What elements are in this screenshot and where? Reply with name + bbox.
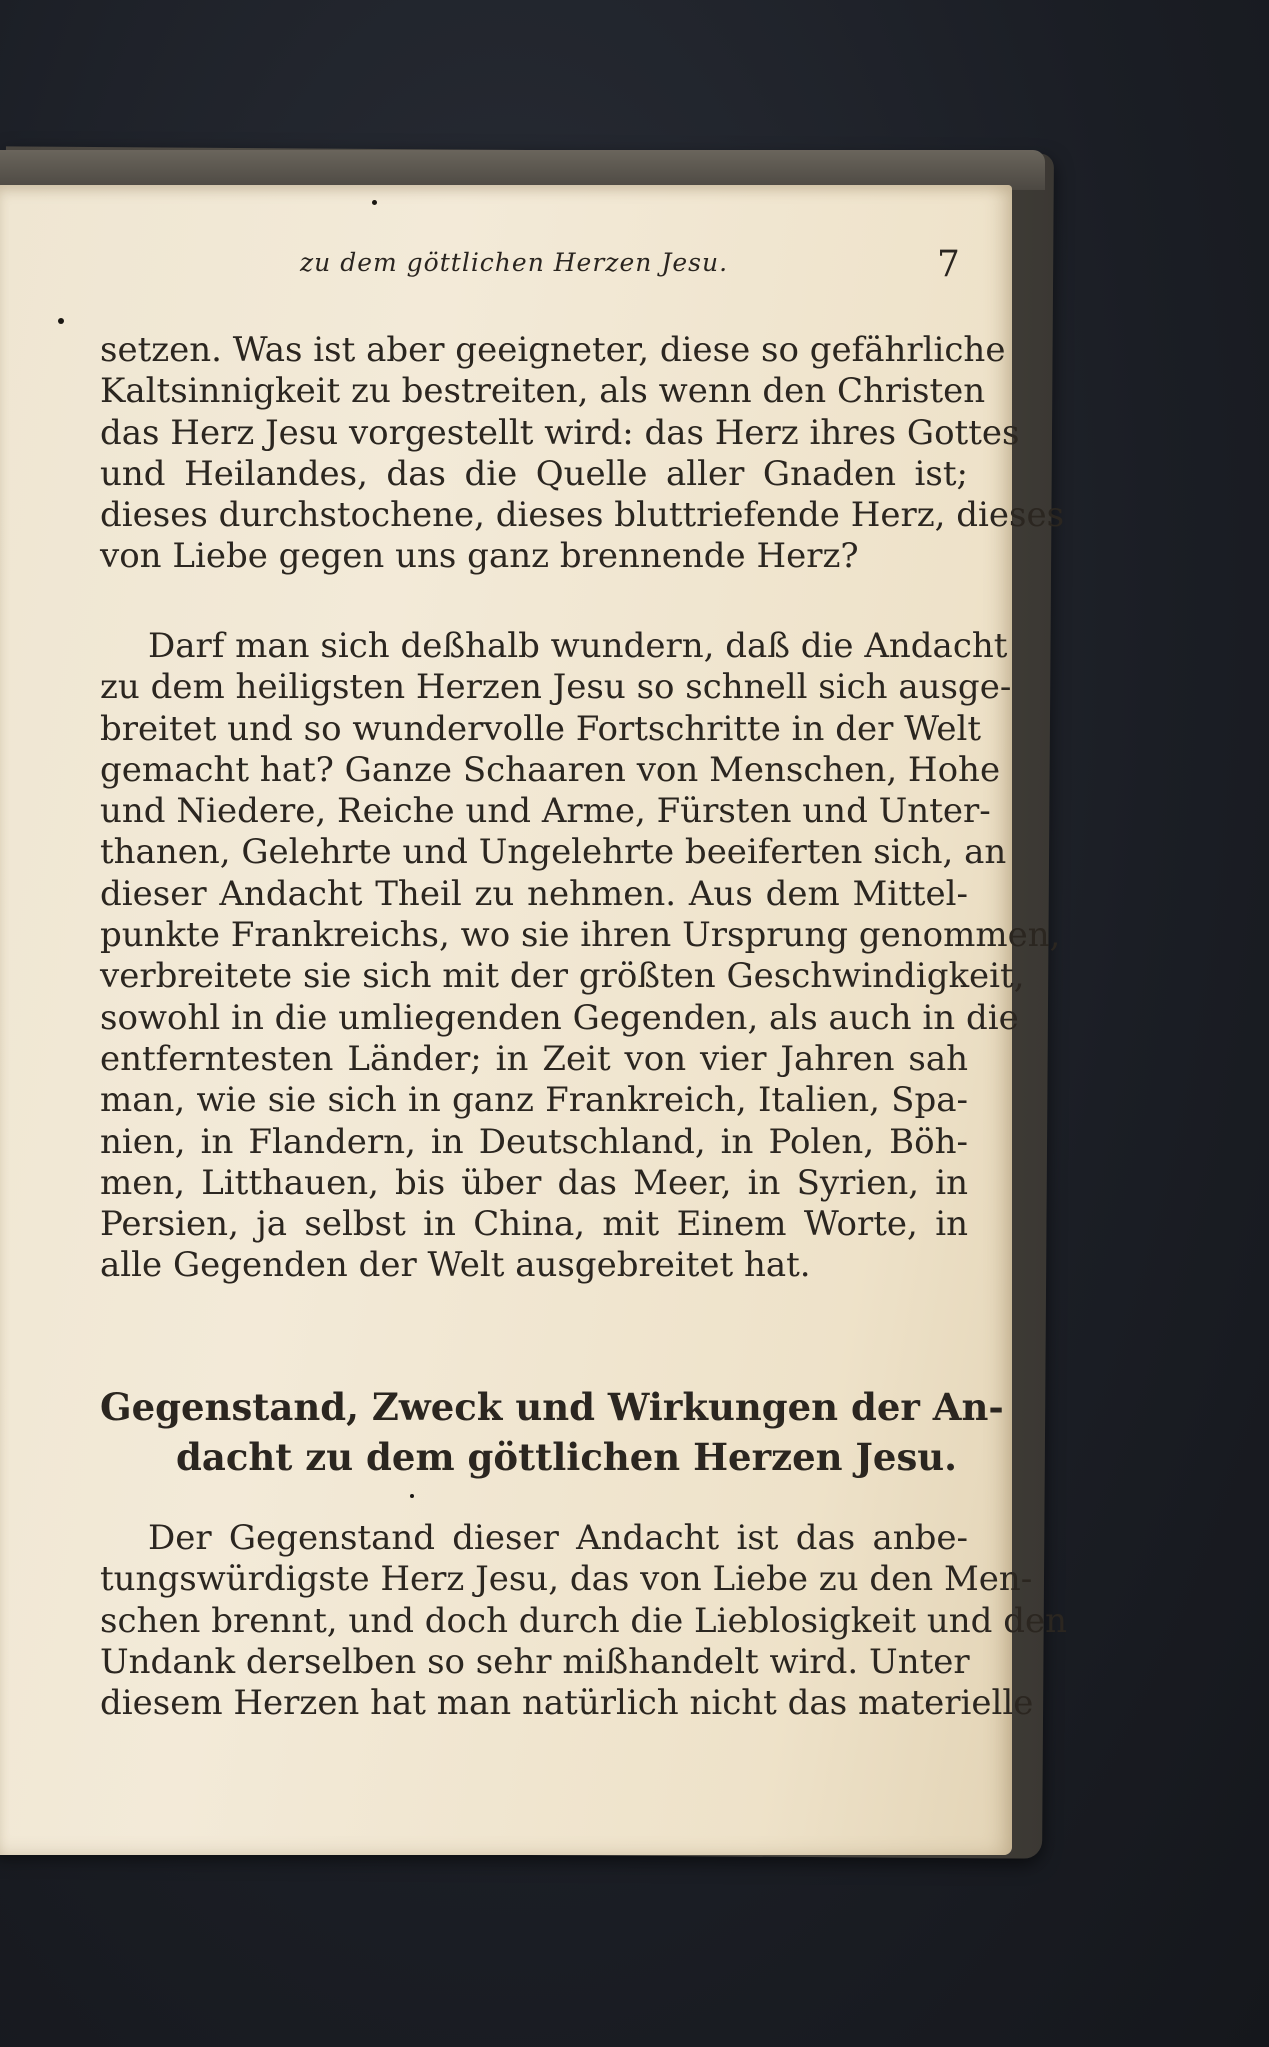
- text-line: setzen. Was ist aber geeigneter, diese so gefährliche: [100, 330, 1006, 370]
- ink-speck: [372, 200, 377, 205]
- text-line: entferntesten Länder; in Zeit von vier Jahren sah: [100, 1038, 968, 1079]
- heading-line: Gegenstand, Zweck und Wirkungen der An-: [100, 1385, 1004, 1429]
- running-head: zu dem göttlichen Herzen Jesu.: [300, 248, 729, 277]
- ink-speck: [58, 318, 64, 324]
- paragraph-1: [100, 330, 1065, 578]
- text-line: zu dem heiligsten Herzen Jesu so schnell sich ausge-: [100, 667, 1012, 708]
- ink-speck: [410, 1494, 414, 1498]
- text-line: verbreitete sie sich mit der größten Geschwindigkeit,: [100, 956, 1025, 997]
- text-line: nien, in Flandern, in Deutschland, in Polen, Böh-: [100, 1121, 968, 1162]
- book-cover-top-edge: [0, 150, 1045, 190]
- text-line: Kaltsinnigkeit zu bestreiten, als wenn den Christen: [100, 371, 986, 412]
- text-line: men, Litthauen, bis über das Meer, in Syrien, in: [100, 1162, 968, 1203]
- text-line: schen brennt, und doch durch die Lieblosigkeit und den: [100, 1600, 1067, 1641]
- paragraph-2: [100, 626, 1061, 1287]
- text-line: Persien, ja selbst in China, mit Einem Worte, in: [100, 1204, 968, 1245]
- text-line: alle Gegenden der Welt ausgebreitet hat.: [100, 1245, 811, 1286]
- text-line: und Niedere, Reiche und Arme, Fürsten und Unter-: [100, 791, 991, 832]
- section-heading: [100, 1382, 1004, 1482]
- text-line: Der Gegenstand dieser Andacht ist das anbe-: [148, 1518, 968, 1558]
- text-line: punkte Frankreichs, wo sie ihren Ursprung genommen,: [100, 915, 1061, 956]
- text-line: dieses durchstochene, dieses bluttriefende Herz, dieses: [100, 495, 1065, 536]
- text-line: diesem Herzen hat man natürlich nicht das materielle: [100, 1683, 1034, 1724]
- paragraph-3: [100, 1518, 1067, 1724]
- text-line: das Herz Jesu vorgestellt wird: das Herz ihres Gottes: [100, 412, 1020, 453]
- text-line: Undank derselben so sehr mißhandelt wird. Unter: [100, 1641, 970, 1682]
- text-line: thanen, Gelehrte und Ungelehrte beeiferten sich, an: [100, 832, 1007, 873]
- page-number: 7: [937, 244, 960, 285]
- text-line: gemacht hat? Ganze Schaaren von Menschen, Hohe: [100, 749, 1001, 790]
- text-line: sowohl in die umliegenden Gegenden, als auch in die: [100, 997, 1019, 1038]
- text-line: tungswürdigste Herz Jesu, das von Liebe zu den Men-: [100, 1559, 1033, 1600]
- text-line: dieser Andacht Theil zu nehmen. Aus dem Mittel-: [100, 873, 968, 914]
- text-line: und Heilandes, das die Quelle aller Gnaden ist;: [100, 453, 968, 494]
- heading-line: dacht zu dem göttlichen Herzen Jesu.: [176, 1435, 958, 1479]
- text-line: breitet und so wundervolle Fortschritte in der Welt: [100, 708, 981, 749]
- text-line: von Liebe gegen uns ganz brennende Herz?: [100, 536, 859, 577]
- text-line: Darf man sich deßhalb wundern, daß die Andacht: [148, 626, 1008, 666]
- text-line: man, wie sie sich in ganz Frankreich, Italien, Spa-: [100, 1080, 968, 1121]
